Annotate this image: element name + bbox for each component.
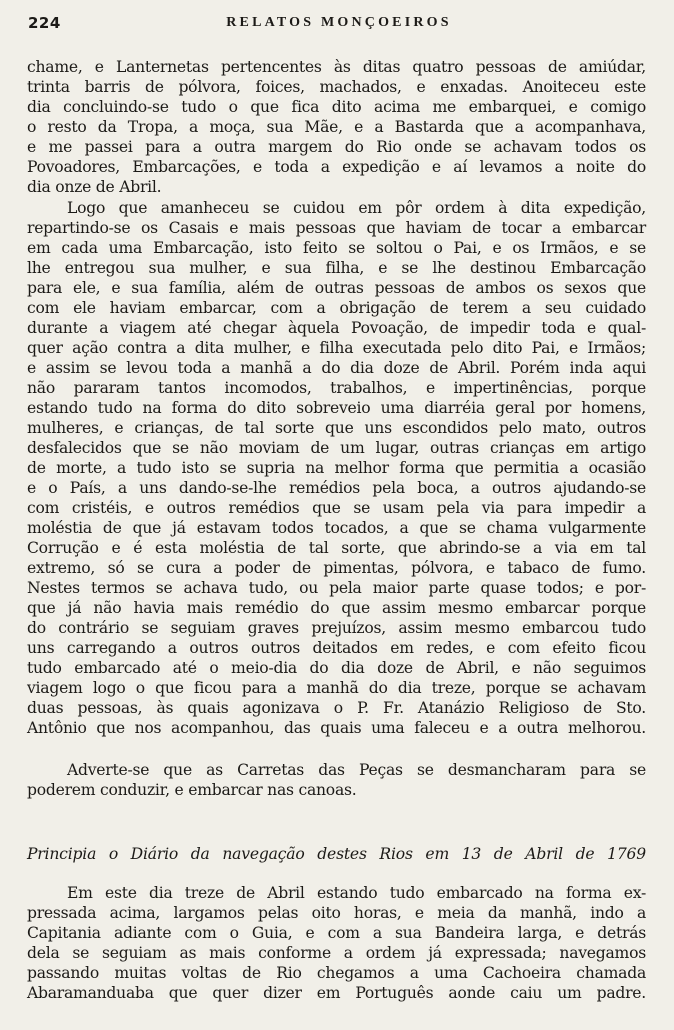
text-line: poderem conduzir, e embarcar nas canoas. [27,781,357,799]
text-line: com ele haviam embarcar, com a obrigação de terem a seu cuidado [27,299,646,317]
page-number: 224 [28,14,61,32]
text-line: desfalecidos que se não moviam de um lugar, outras crianças em artigo [27,439,646,457]
text-line: extremo, só se cura a poder de pimentas, pólvora, e tabaco de fumo. [27,559,646,577]
text-line: trinta barris de pólvora, foices, machados, e enxadas. Anoiteceu este [27,78,646,96]
text-line: Povoadores, Embarcações, e toda a expedição e aí levamos a noite do [27,158,646,176]
text-line: e me passei para a outra margem do Rio onde se achavam todos os [27,138,646,156]
text-line: quer ação contra a dita mulher, e filha executada pelo dito Pai, e Irmãos; [27,339,646,357]
text-line: dia onze de Abril. [27,178,162,196]
text-line: chame, e Lanternetas pertencentes às ditas quatro pessoas de amiúdar, [27,58,646,76]
text-line: Capitania adiante com o Guia, e com a sua Bandeira larga, e detrás [27,924,646,942]
text-line: que já não havia mais remédio do que assim mesmo embarcar porque [27,599,646,617]
text-line: Logo que amanheceu se cuidou em pôr ordem à dita expedição, [67,199,646,217]
text-line: lhe entregou sua mulher, e sua filha, e se lhe destinou Embarcação [27,259,646,277]
text-line: Adverte-se que as Carretas das Peças se desmancharam para se [67,761,646,779]
running-head: RELATOS MONÇOEIROS [226,15,452,30]
paragraph-2 [27,198,646,738]
text-line: Nestes termos se achava tudo, ou pela maior parte quase todos; e por- [27,579,646,597]
text-line: dela se seguiam as mais conforme a ordem já expressada; navegamos [27,944,646,962]
text-line: tudo embarcado até o meio-dia do dia doze de Abril, e não seguimos [27,659,646,677]
text-line: Corrução e é esta moléstia de tal sorte, que abrindo-se a via em tal [27,539,646,557]
section-heading: Principia o Diário da navegação destes Rios em 13 de Abril de 1769 [27,845,646,863]
text-line: durante a viagem até chegar àquela Povoação, de impedir toda e qual- [27,319,646,337]
text-line: com cristéis, e outros remédios que se usam pela via para impedir a [27,499,646,517]
text-line: repartindo-se os Casais e mais pessoas que haviam de tocar a embarcar [27,219,646,237]
text-line: Antônio que nos acompanhou, das quais uma faleceu e a outra melhorou. [27,719,646,737]
text-line: passando muitas voltas de Rio chegamos a uma Cachoeira chamada [27,964,646,982]
text-line: e assim se levou toda a manhã a do dia doze de Abril. Porém inda aqui [27,359,646,377]
text-line: o resto da Tropa, a moça, sua Mãe, e a Bastarda que a acompanhava, [27,118,646,136]
text-line: duas pessoas, às quais agonizava o P. Fr. Atanázio Religioso de Sto. [27,699,646,717]
text-line: de morte, a tudo isto se supria na melhor forma que permitia a ocasião [27,459,646,477]
text-line: e o País, a uns dando-se-lhe remédios pela boca, a outros ajudando-se [27,479,646,497]
text-line: não pararam tantos incomodos, trabalhos, e impertinências, porque [27,379,646,397]
text-line: para ele, e sua família, além de outras pessoas de ambos os sexos que [27,279,646,297]
text-line: em cada uma Embarcação, isto feito se soltou o Pai, e os Irmãos, e se [27,239,646,257]
text-line: moléstia de que já estavam todos tocados, a que se chama vulgarmente [27,519,646,537]
page-header [28,14,650,34]
paragraph-3 [27,760,646,800]
text-line: uns carregando a outros outros deitados em redes, e com efeito ficou [27,639,646,657]
paragraph-1 [27,57,646,197]
paragraph-4 [27,883,646,1003]
text-line: estando tudo na forma do dito sobreveio uma diarréia geral por homens, [27,399,646,417]
text-line: mulheres, e crianças, de tal sorte que uns escondidos pelo mato, outros [27,419,646,437]
text-line: dia concluindo-se tudo o que fica dito acima me embarquei, e comigo [27,98,646,116]
text-line: Abaramanduaba que quer dizer em Português aonde caiu um padre. [27,984,646,1002]
text-line: pressada acima, largamos pelas oito horas, e meia da manhã, indo a [27,904,646,922]
text-line: Em este dia treze de Abril estando tudo embarcado na forma ex- [67,884,646,902]
text-line: viagem logo o que ficou para a manhã do dia treze, porque se achavam [27,679,646,697]
text-line: do contrário se seguiam graves prejuízos, assim mesmo embarcou tudo [27,619,646,637]
